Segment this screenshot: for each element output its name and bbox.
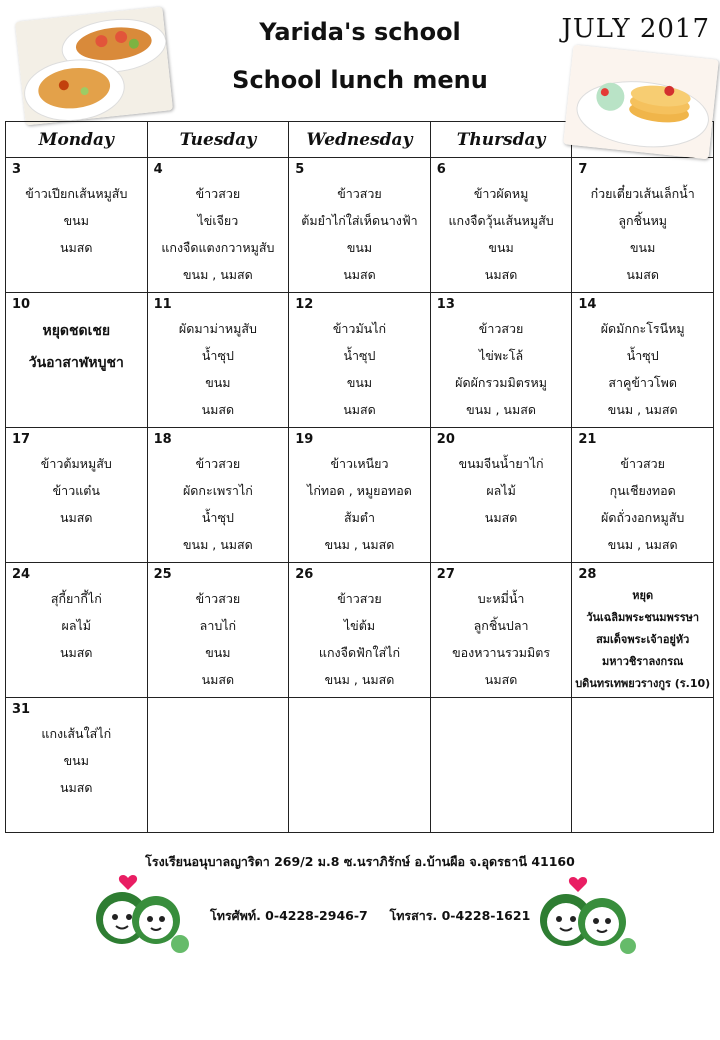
menu-items	[6, 720, 147, 801]
menu-items	[6, 315, 147, 379]
menu-item: ขนมจีนน้ำยาไก่	[458, 456, 544, 471]
menu-item: ข้าวสวย	[195, 186, 241, 201]
menu-item: ผลไม้	[61, 618, 92, 633]
day-cell-monday	[6, 563, 148, 698]
menu-item: ข้าวมันไก่	[332, 321, 387, 336]
menu-item: ของหวานรวมมิตร	[452, 645, 551, 660]
menu-item: ข้าวผัดหมู	[473, 186, 529, 201]
menu-item: ข้าวเปียกเส้นหมูสับ	[25, 186, 128, 201]
menu-item: มหาวชิราลงกรณ	[602, 655, 684, 668]
food-photo-left	[15, 7, 173, 126]
day-cell-thursday	[430, 698, 572, 833]
day-cell-monday	[6, 293, 148, 428]
day-number: 24	[12, 567, 31, 582]
menu-item: ขนม	[346, 375, 373, 390]
day-number: 18	[153, 432, 172, 447]
menu-item: นมสด	[343, 267, 376, 282]
week-row	[6, 563, 714, 698]
day-number: 3	[12, 162, 22, 177]
day-number: 19	[295, 432, 314, 447]
day-number	[572, 698, 713, 720]
day-number: 14	[578, 297, 597, 312]
day-cell-tuesday	[147, 428, 289, 563]
menu-item: ขนม	[205, 645, 231, 660]
menu-item: แกงเส้นใส่ไก่	[41, 726, 112, 741]
menu-item: ข้าวสวย	[195, 456, 241, 471]
day-number	[148, 698, 289, 720]
menu-item: ลูกชิ้นปลา	[473, 618, 529, 633]
menu-item: ไข่ต้ม	[343, 618, 376, 633]
menu-items	[572, 315, 713, 423]
menu-item: นมสด	[60, 645, 93, 660]
menu-item: แกงจืดวุ้นเส้นหมูสับ	[448, 213, 554, 228]
menu-items	[431, 585, 572, 693]
day-header-monday: Monday	[6, 122, 148, 158]
menu-item: บะหมี่น้ำ	[477, 591, 525, 606]
menu-item: ลูกชิ้นหมู	[618, 213, 668, 228]
menu-item: ขนม , นมสด	[607, 402, 678, 417]
day-number: 7	[578, 162, 588, 177]
day-cell-thursday	[430, 428, 572, 563]
menu-items	[148, 315, 289, 423]
menu-item: ต้มยำไก่ใส่เห็ดนางฟ้า	[301, 213, 418, 228]
menu-items	[148, 585, 289, 693]
menu-item: ผัดผักรวมมิตรหมู	[455, 375, 547, 390]
menu-item: นมสด	[343, 402, 376, 417]
day-header-tuesday: Tuesday	[147, 122, 289, 158]
day-number: 11	[153, 297, 172, 312]
day-cell-wednesday	[289, 293, 431, 428]
day-number: 12	[295, 297, 314, 312]
menu-items	[431, 315, 572, 423]
day-number: 17	[12, 432, 31, 447]
menu-item: ขนม , นมสด	[182, 537, 253, 552]
menu-item: สาคูข้าวโพด	[608, 375, 678, 390]
menu-item: ขนม	[63, 213, 89, 228]
menu-item: นมสด	[484, 267, 518, 282]
menu-item: ผัดมาม่าหมูสับ	[178, 321, 257, 336]
day-number: 27	[436, 567, 455, 582]
menu-items	[289, 315, 430, 423]
day-cell-wednesday	[289, 158, 431, 293]
menu-item: ขนม , นมสด	[324, 672, 395, 687]
menu-item: วันอาสาฬหบูชา	[28, 355, 124, 371]
day-number	[431, 698, 572, 720]
menu-item: ไข่เจียว	[197, 213, 239, 228]
school-address: โรงเรียนอนุบาลญาริดา 269/2 ม.8 ซ.นราภิรักษ์ อ.บ้านผือ จ.อุดรธานี 41160	[145, 854, 575, 869]
menu-items	[572, 180, 713, 288]
menu-item: ผลไม้	[486, 483, 516, 498]
day-cell-thursday	[430, 563, 572, 698]
day-number: 26	[295, 567, 314, 582]
week-row	[6, 293, 714, 428]
menu-item: ข้าวสวย	[478, 321, 524, 336]
day-number: 28	[578, 567, 597, 582]
menu-item: ขนม , นมสด	[324, 537, 395, 552]
day-number	[289, 698, 430, 720]
lunch-menu-table	[5, 121, 714, 833]
menu-item: นมสด	[484, 510, 518, 525]
menu-item: ไข่พะโล้	[478, 348, 524, 363]
day-number: 13	[436, 297, 455, 312]
menu-item: หยุด	[632, 589, 654, 602]
day-cell-tuesday	[147, 158, 289, 293]
menu-item: นมสด	[484, 672, 518, 687]
day-cell-tuesday	[147, 563, 289, 698]
day-cell-wednesday	[289, 563, 431, 698]
watermelon-mascot-icon	[86, 872, 194, 960]
menu-items	[572, 585, 713, 695]
day-cell-friday	[572, 158, 714, 293]
week-row	[6, 698, 714, 833]
menu-item: ส้มตำ	[343, 510, 375, 525]
day-cell-tuesday	[147, 293, 289, 428]
menu-items	[6, 180, 147, 261]
day-number: 25	[153, 567, 172, 582]
menu-item: ขนม	[488, 240, 514, 255]
day-number: 21	[578, 432, 597, 447]
day-number: 4	[153, 162, 163, 177]
menu-item: ขนม	[205, 375, 231, 390]
day-cell-monday	[6, 428, 148, 563]
menu-item: นมสด	[626, 267, 659, 282]
menu-item: นมสด	[201, 402, 235, 417]
day-number: 31	[12, 702, 31, 717]
watermelon-mascot-icon	[530, 874, 638, 962]
menu-item: น้ำซุป	[201, 510, 234, 525]
day-number: 20	[436, 432, 455, 447]
menu-item: ขนม , นมสด	[182, 267, 253, 282]
menu-item: ข้าวเหนียว	[330, 456, 389, 471]
day-cell-monday	[6, 698, 148, 833]
day-cell-wednesday	[289, 428, 431, 563]
menu-items	[431, 450, 572, 531]
menu-item: สมเด็จพระเจ้าอยู่หัว	[596, 633, 690, 646]
menu-item: นมสด	[60, 780, 93, 795]
menu-item: ขนม	[346, 240, 373, 255]
menu-item: แกงจืดฟักใส่ไก่	[318, 645, 401, 660]
menu-item: ข้าวสวย	[337, 591, 382, 606]
menu-item: นมสด	[60, 510, 93, 525]
day-cell-monday	[6, 158, 148, 293]
menu-items	[289, 450, 430, 558]
menu-items	[6, 450, 147, 531]
day-number: 6	[436, 162, 446, 177]
menu-items	[148, 180, 289, 288]
day-number: 5	[295, 162, 305, 177]
menu-items	[289, 585, 430, 693]
day-cell-friday	[572, 428, 714, 563]
menu-item: บดินทรเทพยวรางกูร (ร.10)	[575, 677, 711, 690]
menu-item: ขนม	[630, 240, 656, 255]
menu-item: แกงจืดแตงกวาหมูสับ	[161, 240, 275, 255]
menu-item: นมสด	[60, 240, 93, 255]
menu-item: ผัดกะเพราไก่	[182, 483, 253, 498]
menu-item: น้ำซุป	[626, 348, 659, 363]
menu-items	[289, 180, 430, 288]
menu-item: ผัดมักกะโรนีหมู	[600, 321, 685, 336]
menu-item: ก๋วยเตี๋ยวเส้นเล็กน้ำ	[590, 186, 695, 201]
day-cell-friday	[572, 563, 714, 698]
contact-phone: โทรศัพท์. 0-4228-2946-7 โทรสาร. 0-4228-1621	[210, 908, 531, 923]
menu-item: ขนม , นมสด	[466, 402, 536, 417]
menu-item: ข้าวสวย	[337, 186, 382, 201]
menu-items	[148, 450, 289, 558]
menu-item: ไก่ทอด , หมูยอทอด	[307, 483, 412, 498]
day-cell-friday	[572, 293, 714, 428]
day-cell-wednesday	[289, 698, 431, 833]
menu-item: กุนเชียงทอด	[609, 483, 676, 498]
food-photo-right	[563, 45, 719, 160]
week-row	[6, 158, 714, 293]
page-title: Yarida's school	[259, 18, 461, 46]
menu-item: ข้าวแต๋น	[52, 483, 100, 498]
menu-items	[572, 450, 713, 558]
menu-title: School lunch menu	[232, 66, 488, 94]
menu-item: ขนม	[63, 753, 89, 768]
menu-item: ข้าวสวย	[620, 456, 665, 471]
menu-item: นมสด	[201, 672, 235, 687]
menu-item: วันเฉลิมพระชนมพรรษา	[586, 611, 700, 624]
week-row	[6, 428, 714, 563]
menu-item: น้ำซุป	[201, 348, 234, 363]
menu-item: ลาบไก่	[199, 618, 237, 633]
menu-item: สุกี้ยากี้ไก่	[50, 591, 102, 606]
day-number: 10	[12, 297, 31, 312]
day-cell-friday	[572, 698, 714, 833]
menu-item: ผัดถั่วงอกหมูสับ	[601, 510, 685, 525]
menu-items	[431, 180, 572, 288]
menu-item: ขนม , นมสด	[607, 537, 678, 552]
menu-item: หยุดชดเชย	[42, 323, 111, 339]
day-header-wednesday: Wednesday	[289, 122, 431, 158]
day-cell-tuesday	[147, 698, 289, 833]
menu-item: ข้าวสวย	[195, 591, 241, 606]
month-label: JULY 2017	[561, 14, 710, 44]
menu-items	[6, 585, 147, 666]
menu-item: ข้าวต้มหมูสับ	[40, 456, 112, 471]
day-cell-thursday	[430, 158, 572, 293]
menu-item: น้ำซุป	[343, 348, 376, 363]
day-cell-thursday	[430, 293, 572, 428]
day-header-thursday: Thursday	[430, 122, 572, 158]
